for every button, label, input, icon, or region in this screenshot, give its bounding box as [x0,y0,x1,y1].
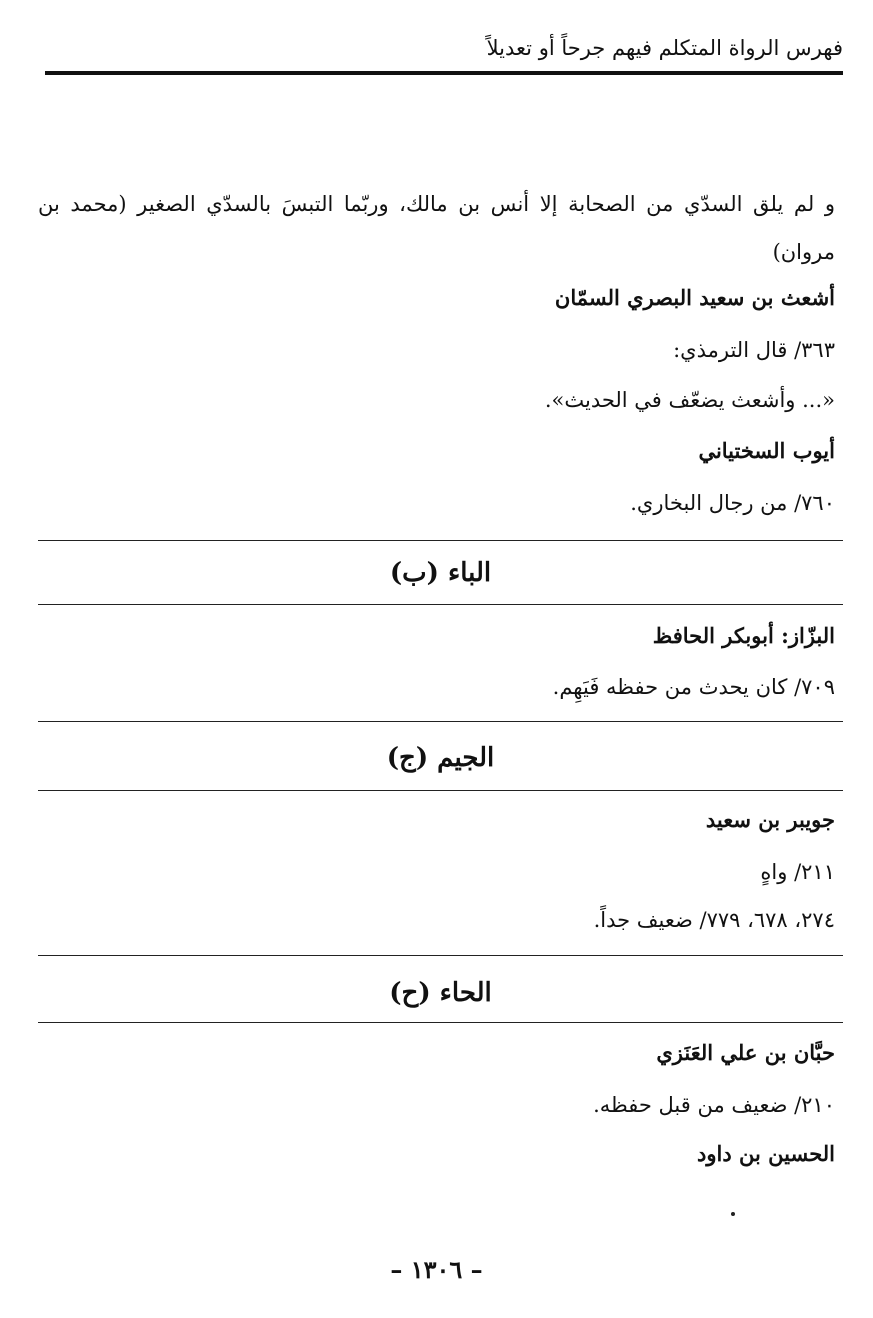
entry-name: جويبر بن سعيد [705,807,835,832]
running-header: فهرس الرواة المتكلم فيهم جرحاً أو تعديلاً [486,36,843,60]
entry-line: ٢١٠/ ضعيف من قبل حفظه. [593,1093,835,1117]
intro-paragraph: و لم يلق السدّي من الصحابة إلا أنس بن مالك، وربّما التبسَ بالسدّي الصغير (محمد بن مروان) [38,192,835,264]
ink-dot [731,1212,735,1216]
section-rule [38,955,843,956]
entry-line: «... وأشعث يضعّف في الحديث». [544,388,835,412]
entry-name: الحسين بن داود [697,1141,835,1166]
section-rule [38,540,843,541]
entry-line: ٢٧٤، ٦٧٨، ٧٧٩/ ضعيف جداً. [593,908,835,932]
section-rule [38,790,843,791]
section-rule [38,721,843,722]
page-number: – ١٣٠٦ – [390,1255,483,1284]
entry-name: حبَّان بن علي العَنَزي [656,1040,835,1065]
section-title: الحاء (ح) [389,978,492,1008]
entry-line: ٣٦٣/ قال الترمذي: [673,338,835,362]
entry-name: البزّاز: أبوبكر الحافظ [652,623,835,648]
section-title: الجيم (ج) [386,743,495,773]
section-title: الباء (ب) [389,558,492,588]
section-rule [38,1022,843,1023]
entry-name: أيوب السختياني [698,438,835,463]
entry-line: ٧٦٠/ من رجال البخاري. [630,491,835,515]
entry-line: ٧٠٩/ كان يحدث من حفظه فَيَهِم. [552,675,835,699]
entry-name: أشعث بن سعيد البصري السمّان [554,285,835,310]
entry-line: ٢١١/ واهٍ [760,860,835,884]
header-rule [45,71,843,75]
section-rule [38,604,843,605]
